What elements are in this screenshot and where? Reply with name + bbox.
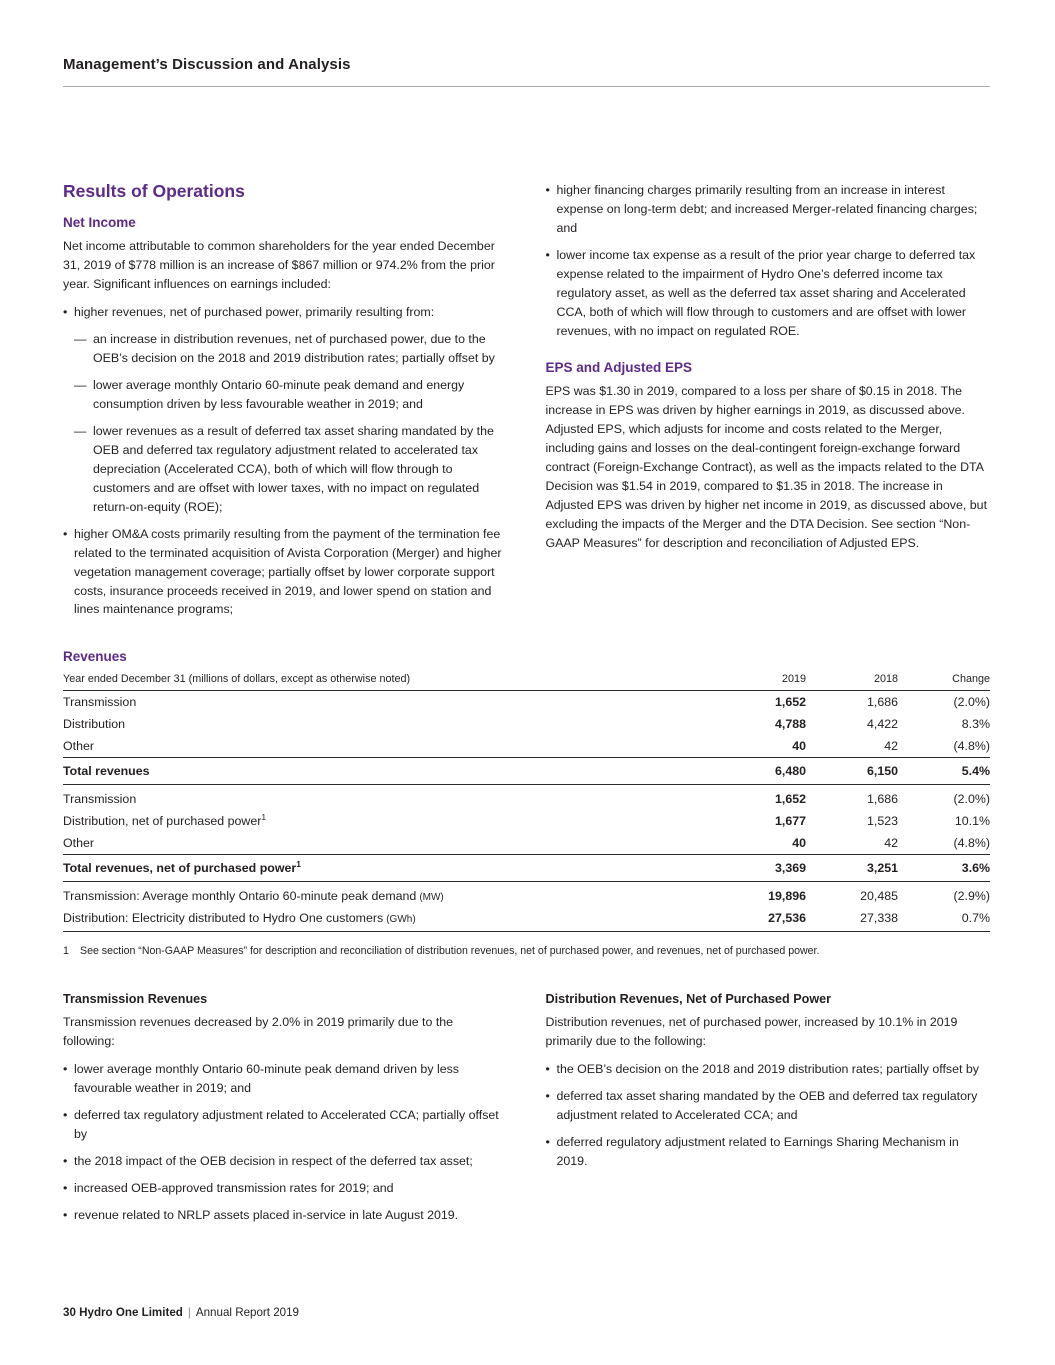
footnote-marker: 1 <box>296 859 301 870</box>
right-column <box>546 181 991 619</box>
distribution-bullet-2: • deferred tax asset sharing mandated by the OEB and deferred tax regulatory adjustment related to Accelerated CCA; and <box>546 1087 991 1125</box>
distribution-revenues-heading: Distribution Revenues, Net of Purchased Power <box>545 991 832 1006</box>
table-total-row <box>63 855 990 882</box>
footnote-text: See section “Non-GAAP Measures” for description and reconciliation of distribution revenues, net of purchased power, and revenues, net of purchased power. <box>80 945 820 958</box>
net-income-bullet-3: • higher financing charges primarily resulting from an increase in interest expense on long-term debt; and increased Merger-related financing charges; and <box>546 181 991 238</box>
table-caption: Year ended December 31 (millions of dollars, except as otherwise noted) <box>63 669 714 691</box>
top-two-column-section <box>63 181 990 619</box>
distribution-bullet-3: • deferred regulatory adjustment related to Earnings Sharing Mechanism in 2019. <box>546 1133 991 1171</box>
transmission-bullet-1: • lower average monthly Ontario 60-minute peak demand driven by less favourable weather in 2019; and <box>63 1060 508 1098</box>
transmission-bullet-3: • the 2018 impact of the OEB decision in respect of the deferred tax asset; <box>63 1152 508 1171</box>
value-change: 3.6% <box>898 855 990 882</box>
value-2018: 3,251 <box>806 855 898 882</box>
value-2019: 40 <box>792 739 806 754</box>
page-footer <box>63 1306 299 1319</box>
value-2019: 4,788 <box>774 717 806 732</box>
transmission-revenues-intro: Transmission revenues decreased by 2.0% in 2019 primarily due to the following: <box>63 1014 454 1048</box>
table-header-row <box>63 669 990 691</box>
row-label: Total revenues <box>63 758 714 785</box>
value-change: 5.4% <box>898 758 990 785</box>
table-total-row <box>63 758 990 785</box>
net-income-heading: Net Income <box>63 215 136 230</box>
footer-report-title: Annual Report 2019 <box>195 1306 300 1319</box>
value-2018: 1,686 <box>866 792 898 807</box>
value-2018: 4,422 <box>866 717 898 732</box>
value-2019: 40 <box>792 836 806 851</box>
table-footnote <box>63 944 990 959</box>
value-2018: 20,485 <box>860 889 898 904</box>
value-2018: 1,686 <box>866 695 898 710</box>
net-income-bullet-2: • higher OM&A costs primarily resulting from the payment of the termination fee related to the terminated acquisition of Avista Corporation (Merger) and higher vegetation management coverage; partially offset by lower corporate support costs, insurance proceeds received in 2019, and lower spend on station and lines maintenance programs; <box>63 525 508 620</box>
left-column <box>63 181 508 619</box>
value-2019: 1,652 <box>774 695 806 710</box>
value-2019: 1,677 <box>774 814 806 829</box>
value-2019: 1,652 <box>774 792 806 807</box>
value-2018: 42 <box>884 836 898 851</box>
net-income-bullet-1-sub-3: — lower revenues as a result of deferred tax asset sharing mandated by the OEB and deferred tax regulatory adjustment related to accelerated tax depreciation (Accelerated CCA), both of which will flow through to customers and are offset with lower taxes, with no impact on regulated return-on-equity (ROE); <box>74 422 508 517</box>
revenues-title: Revenues <box>63 649 127 665</box>
row-label: Other <box>63 739 94 754</box>
value-2018: 6,150 <box>806 758 898 785</box>
value-2018: 27,338 <box>806 907 898 932</box>
value-change: 0.7% <box>898 907 990 932</box>
value-2019: 19,896 <box>768 889 806 904</box>
eps-heading: EPS and Adjusted EPS <box>545 359 693 375</box>
header-rule <box>63 86 990 87</box>
page-header-title: Management’s Discussion and Analysis <box>63 56 351 73</box>
distribution-revenues-intro: Distribution revenues, net of purchased power, increased by 10.1% in 2019 primarily due to the following: <box>545 1014 958 1048</box>
column-header-2018: 2018 <box>806 669 898 691</box>
value-2018: 42 <box>884 739 898 754</box>
table-row <box>63 810 990 832</box>
row-label: Total revenues, net of purchased power$^1$ <box>63 855 714 882</box>
value-2019: 27,536 <box>714 907 806 932</box>
distribution-bullet-1: • the OEB’s decision on the 2018 and 2019 distribution rates; partially offset by <box>546 1060 991 1079</box>
value-2019: 6,480 <box>714 758 806 785</box>
column-header-2019: 2019 <box>714 669 806 691</box>
row-label: Distribution, net of purchased power$^1$ <box>63 812 267 829</box>
value-change: (4.8%) <box>953 739 990 754</box>
footer-separator: | <box>187 1306 191 1319</box>
table-row <box>63 882 990 908</box>
footer-page-number: 30 <box>63 1306 76 1319</box>
net-income-bullet-1: • higher revenues, net of purchased power, primarily resulting from: <box>63 303 508 322</box>
transmission-bullet-5: • revenue related to NRLP assets placed in-service in late August 2019. <box>63 1206 508 1225</box>
unit-label: (MW) <box>419 892 444 904</box>
footnote-number: 1 <box>63 945 69 958</box>
revenues-table <box>63 669 990 932</box>
value-change: (2.9%) <box>953 889 990 904</box>
value-change: (4.8%) <box>953 836 990 851</box>
bottom-two-column-section <box>63 992 990 1225</box>
value-change: (2.0%) <box>953 695 990 710</box>
row-label: Distribution: Electricity distributed to Hydro One customers (GWh) <box>63 907 714 932</box>
transmission-bullet-2: • deferred tax regulatory adjustment related to Accelerated CCA; partially offset by <box>63 1106 508 1144</box>
column-header-change: Change <box>898 669 990 691</box>
transmission-bullet-4: • increased OEB-approved transmission rates for 2019; and <box>63 1179 508 1198</box>
net-income-bullet-1-sub-2: — lower average monthly Ontario 60-minute peak demand and energy consumption driven by less favourable weather in 2019; and <box>74 376 508 414</box>
row-label: Other <box>63 836 94 851</box>
transmission-revenues-block <box>63 992 508 1225</box>
row-label: Transmission: Average monthly Ontario 60-minute peak demand (MW) <box>63 889 444 904</box>
results-of-operations-title: Results of Operations <box>63 181 245 201</box>
table-row <box>63 907 990 932</box>
table-row <box>63 713 990 735</box>
revenues-section <box>63 649 990 959</box>
value-change: 10.1% <box>954 814 990 829</box>
value-2019: 3,369 <box>714 855 806 882</box>
footer-brand: Hydro One Limited <box>79 1306 183 1319</box>
net-income-bullet-1-sub-1: — an increase in distribution revenues, net of purchased power, due to the OEB’s decision on the 2018 and 2019 distribution rates; partially offset by <box>74 330 508 368</box>
net-income-intro: Net income attributable to common shareholders for the year ended December 31, 2019 of $778 million is an increase of $867 million or 974.2% from the prior year. Significant influences on earnings included: <box>63 239 495 291</box>
unit-label: (GWh) <box>386 914 416 926</box>
distribution-revenues-block <box>546 992 991 1225</box>
table-row <box>63 735 990 758</box>
eps-body: EPS was $1.30 in 2019, compared to a loss per share of $0.15 in 2018. The increase in EPS was driven by higher earnings in 2019, as discussed above. Adjusted EPS, which adjusts for income and costs related to the Merger, including gains and losses on the deal-contingent foreign-exchange forward contract (Foreign-Exchange Contract), as well as the impacts related to the DTA Decision was $1.54 in 2019, compared to $1.35 in 2018. The increase in Adjusted EPS was driven by higher net income in 2019, as discussed above, but excluding the impacts of the Merger and the DTA Decision. See section “Non-GAAP Measures” for description and reconciliation of Adjusted EPS. <box>545 383 988 550</box>
table-row <box>63 691 990 714</box>
footnote-marker: 1 <box>261 812 267 823</box>
net-income-bullet-4: • lower income tax expense as a result of the prior year charge to deferred tax expense related to the impairment of Hydro One’s deferred income tax regulatory asset, as well as the deferred tax asset sharing and Accelerated CCA, both of which will flow through to customers and are offset with lower revenues, with no impact on regulated ROE. <box>546 246 991 341</box>
value-change: (2.0%) <box>953 792 990 807</box>
value-2018: 1,523 <box>866 814 898 829</box>
table-row <box>63 832 990 855</box>
transmission-revenues-heading: Transmission Revenues <box>63 991 208 1006</box>
table-row <box>63 785 990 811</box>
row-label: Transmission <box>63 695 137 710</box>
value-change: 8.3% <box>961 717 990 732</box>
row-label: Distribution <box>63 717 125 732</box>
row-label: Transmission <box>63 792 137 807</box>
